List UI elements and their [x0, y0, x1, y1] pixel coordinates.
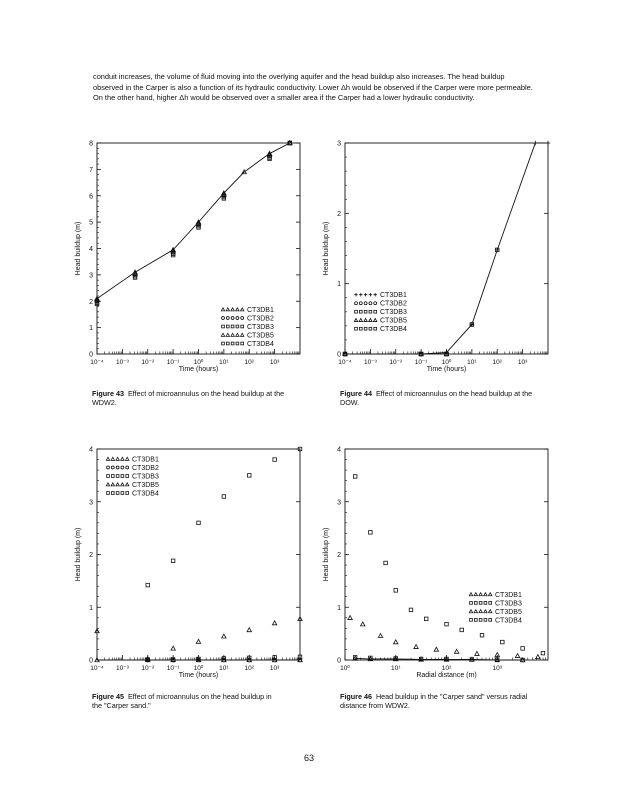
- data-point: [546, 141, 550, 145]
- x-axis-label: Time (hours): [426, 366, 467, 373]
- legend-item: [354, 318, 407, 325]
- legend-marker: [226, 317, 229, 320]
- legend-item: [106, 457, 159, 464]
- legend-marker: [236, 308, 239, 311]
- legend-marker: [236, 342, 239, 345]
- caption-text: Effect of microannulus on the head buildup in the "Carper sand.": [92, 692, 272, 711]
- y-tick-label: 4: [89, 246, 93, 253]
- data-point: [378, 634, 382, 638]
- x-tick-label: 10¹: [219, 359, 229, 366]
- legend: [221, 307, 274, 348]
- legend-label: CT3DB5: [132, 482, 159, 489]
- legend-label: CT3DB3: [380, 309, 407, 317]
- legend-marker: [111, 483, 114, 486]
- legend-label: CT3DB5: [495, 608, 522, 616]
- caption-label: Figure 45: [92, 692, 124, 701]
- legend-marker: [231, 317, 234, 320]
- data-point: [480, 633, 484, 637]
- plot-frame: [345, 143, 548, 354]
- x-tick-label: 10⁻¹: [166, 665, 180, 672]
- data-point: [501, 640, 505, 644]
- legend-marker: [111, 492, 114, 495]
- x-tick-label: 10⁻²: [141, 665, 155, 672]
- series-ct3db5: [95, 141, 292, 302]
- legend-marker: [369, 319, 372, 322]
- legend-item: [354, 292, 407, 299]
- data-point: [196, 639, 200, 643]
- data-point: [369, 531, 373, 535]
- legend-marker: [374, 327, 377, 330]
- data-point: [361, 622, 365, 626]
- x-tick-label: 10⁻³: [115, 359, 129, 366]
- x-tick-label: 10⁰: [340, 665, 350, 672]
- series-ct3db4: [353, 475, 544, 655]
- series-ct3db1: [343, 141, 550, 356]
- x-tick-label: 10³: [269, 665, 280, 672]
- x-axis-label: Radial distance (m): [416, 672, 477, 679]
- legend-marker: [121, 492, 124, 495]
- y-tick-label: 4: [89, 446, 93, 454]
- data-point: [521, 647, 525, 651]
- legend-marker: [126, 466, 129, 469]
- chart-fig45: [70, 441, 320, 686]
- intro-paragraph: conduit increases, the volume of fluid moving into the overlying aquifer and the head buildup also increases. The head buildup observed in the Carper is also a function of its hydraulic conductivity. Lower Δh would be observed if the Carper were more permeable. On the other hand, higher Δh would be observed over a smaller area if the Carper had a lower hydraulic conductivity.: [93, 72, 533, 103]
- x-tick-label: 10⁻¹: [414, 359, 428, 366]
- legend-marker: [121, 475, 124, 478]
- legend-marker: [241, 333, 244, 336]
- caption-label: Figure 44: [340, 389, 372, 398]
- legend-marker: [489, 602, 492, 605]
- legend-marker: [359, 319, 362, 322]
- legend-marker: [226, 342, 229, 345]
- y-tick-label: 3: [89, 272, 93, 280]
- data-point: [348, 616, 352, 620]
- x-tick-label: 10¹: [219, 665, 229, 672]
- legend: [354, 292, 407, 333]
- x-tick-label: 10²: [244, 359, 254, 366]
- x-tick-label: 10⁻⁴: [90, 359, 104, 366]
- y-tick-label: 2: [89, 552, 93, 559]
- y-axis-label: Head buildup (m): [75, 221, 82, 276]
- x-tick-label: 10⁰: [441, 359, 452, 366]
- legend-marker: [116, 475, 119, 478]
- series-ct3db4: [146, 447, 302, 587]
- legend-marker: [121, 483, 124, 486]
- legend-marker: [354, 293, 357, 296]
- y-tick-label: 2: [89, 298, 93, 306]
- y-axis-label: Head buildup (m): [323, 527, 330, 582]
- data-point: [533, 141, 537, 145]
- caption-label: Figure 43: [92, 389, 124, 398]
- legend-marker: [221, 308, 224, 311]
- legend-item: [355, 326, 407, 333]
- legend-marker: [106, 457, 109, 460]
- legend-label: CT3DB3: [132, 473, 159, 481]
- legend-marker: [479, 619, 482, 622]
- y-axis-label: Head buildup (m): [75, 527, 82, 582]
- legend-marker: [231, 342, 234, 345]
- x-tick-label: 10⁻³: [363, 359, 377, 366]
- data-point: [247, 474, 251, 478]
- legend-marker: [364, 327, 367, 330]
- y-tick-label: 5: [89, 219, 93, 227]
- data-point: [171, 559, 175, 563]
- legend-marker: [369, 310, 372, 313]
- legend-marker: [484, 619, 487, 622]
- legend-label: CT3DB2: [132, 465, 159, 472]
- x-tick-label: 10⁻⁴: [90, 665, 104, 672]
- legend-marker: [226, 308, 229, 311]
- legend-marker: [107, 466, 110, 469]
- caption-label: Figure 46: [340, 692, 372, 701]
- caption-fig46: [340, 692, 555, 711]
- legend-marker: [374, 293, 377, 296]
- legend-item: [355, 309, 407, 316]
- legend: [469, 592, 522, 625]
- y-tick-label: 2: [337, 210, 341, 218]
- legend-marker: [222, 325, 225, 328]
- legend-label: CT3DB1: [495, 591, 522, 599]
- y-tick-label: 1: [89, 604, 93, 612]
- x-tick-label: 10¹: [391, 665, 401, 672]
- legend-label: CT3DB4: [495, 617, 522, 625]
- legend-label: CT3DB1: [380, 292, 407, 300]
- legend-marker: [489, 593, 492, 596]
- series-ct3db4: [95, 141, 291, 305]
- data-point: [222, 495, 226, 499]
- legend-label: CT3DB5: [380, 317, 407, 325]
- legend-marker: [126, 492, 129, 495]
- data-point: [272, 621, 276, 625]
- y-tick-label: 3: [337, 140, 341, 148]
- page-number: 63: [303, 753, 314, 763]
- data-point: [475, 651, 479, 655]
- legend-marker: [374, 319, 377, 322]
- legend-marker: [121, 466, 124, 469]
- legend-marker: [126, 475, 129, 478]
- chart-fig44: [318, 135, 568, 380]
- legend-marker: [469, 593, 472, 596]
- legend-marker: [364, 319, 367, 322]
- legend-marker: [479, 593, 482, 596]
- legend-marker: [226, 333, 229, 336]
- legend-item: [222, 324, 274, 331]
- y-tick-label: 2: [337, 552, 341, 559]
- data-point: [171, 646, 175, 650]
- legend-marker: [241, 325, 244, 328]
- legend-label: CT3DB1: [247, 307, 274, 314]
- x-tick-label: 10⁻³: [115, 665, 129, 672]
- data-point: [247, 628, 251, 632]
- legend-marker: [364, 310, 367, 313]
- legend-marker: [116, 457, 119, 460]
- legend-item: [470, 600, 522, 607]
- legend-item: [469, 592, 522, 599]
- x-tick-label: 10³: [517, 359, 528, 366]
- legend-marker: [111, 475, 114, 478]
- x-tick-label: 10²: [492, 359, 502, 366]
- data-point: [536, 655, 540, 659]
- data-point: [273, 458, 277, 462]
- legend-marker: [374, 310, 377, 313]
- legend-marker: [479, 602, 482, 605]
- legend-marker: [236, 317, 239, 320]
- x-tick-label: 10²: [441, 665, 452, 672]
- legend-label: CT3DB3: [495, 600, 522, 608]
- series-ct3db2: [343, 323, 474, 356]
- y-tick-label: 1: [337, 604, 341, 612]
- legend-item: [222, 341, 274, 348]
- legend-marker: [489, 610, 492, 613]
- data-point: [222, 634, 226, 638]
- y-tick-label: 0: [337, 351, 341, 359]
- legend-marker: [374, 302, 377, 305]
- legend-marker: [121, 457, 124, 460]
- legend-marker: [221, 333, 224, 336]
- legend-marker: [116, 466, 119, 469]
- legend-marker: [369, 302, 372, 305]
- legend-marker: [111, 457, 114, 460]
- caption-text: Effect of microannulus on the head buildup at the DOW.: [340, 389, 533, 408]
- legend-marker: [359, 310, 362, 313]
- y-tick-label: 0: [89, 657, 93, 665]
- legend-marker: [222, 317, 225, 320]
- x-tick-label: 10³: [269, 359, 280, 366]
- plot-frame: [345, 449, 548, 660]
- data-point: [445, 622, 449, 626]
- legend-marker: [364, 302, 367, 305]
- legend-label: CT3DB4: [380, 326, 407, 334]
- legend-item: [221, 333, 274, 340]
- legend-marker: [126, 483, 129, 486]
- data-point: [454, 649, 458, 653]
- legend-marker: [231, 333, 234, 336]
- legend-item: [222, 316, 274, 323]
- legend-marker: [116, 492, 119, 495]
- x-tick-label: 10²: [244, 665, 254, 672]
- y-tick-label: 7: [89, 166, 93, 174]
- caption-fig44: [340, 389, 540, 408]
- legend-marker: [369, 293, 372, 296]
- legend-marker: [231, 325, 234, 328]
- legend-marker: [470, 619, 473, 622]
- legend-label: CT3DB2: [247, 315, 274, 323]
- legend-label: CT3DB2: [380, 300, 407, 308]
- x-tick-label: 10⁻⁴: [338, 359, 352, 366]
- legend-item: [107, 474, 159, 481]
- legend-marker: [111, 466, 114, 469]
- legend-marker: [107, 475, 110, 478]
- legend-item: [107, 491, 159, 498]
- x-tick-label: 10¹: [467, 359, 477, 366]
- legend-marker: [222, 342, 225, 345]
- x-tick-label: 10⁰: [193, 665, 204, 672]
- legend-marker: [236, 325, 239, 328]
- legend-marker: [484, 593, 487, 596]
- data-point: [424, 617, 428, 621]
- legend-marker: [469, 610, 472, 613]
- data-point: [409, 608, 413, 612]
- legend-item: [221, 307, 274, 314]
- y-tick-label: 1: [337, 281, 341, 289]
- y-tick-label: 6: [89, 193, 93, 201]
- data-point: [515, 654, 519, 658]
- data-point: [434, 647, 438, 651]
- data-point: [146, 583, 150, 587]
- y-tick-label: 0: [89, 351, 93, 359]
- legend-item: [469, 609, 522, 616]
- legend-marker: [226, 325, 229, 328]
- legend-marker: [355, 327, 358, 330]
- legend: [106, 457, 159, 498]
- x-tick-label: 10⁻¹: [166, 359, 180, 366]
- caption-fig45: [92, 692, 282, 711]
- x-tick-label: 10⁻²: [389, 359, 403, 366]
- legend-item: [107, 465, 159, 472]
- caption-fig43: [92, 389, 292, 408]
- legend-marker: [354, 319, 357, 322]
- caption-text: Head buildup in the "Carper sand" versus radial distance from WDW2.: [340, 692, 528, 711]
- plot-frame: [97, 449, 300, 660]
- legend-label: CT3DB4: [132, 490, 159, 498]
- legend-marker: [364, 293, 367, 296]
- legend-marker: [241, 342, 244, 345]
- legend-marker: [107, 492, 110, 495]
- legend-item: [106, 482, 159, 489]
- legend-marker: [474, 619, 477, 622]
- y-tick-label: 4: [337, 446, 341, 454]
- x-tick-label: 10³: [492, 665, 502, 672]
- x-tick-label: 10⁻²: [141, 359, 155, 366]
- series-ct3db5: [95, 617, 302, 661]
- data-point: [394, 589, 398, 593]
- legend-marker: [241, 317, 244, 320]
- legend-item: [355, 301, 407, 308]
- data-point: [541, 651, 545, 655]
- series-line: [345, 143, 548, 354]
- data-point: [197, 521, 201, 525]
- x-axis-label: Time (hours): [178, 366, 219, 373]
- legend-marker: [236, 333, 239, 336]
- data-point: [414, 645, 418, 649]
- legend-marker: [479, 610, 482, 613]
- legend-marker: [369, 327, 372, 330]
- legend-marker: [231, 308, 234, 311]
- y-tick-label: 3: [337, 499, 341, 507]
- chart-fig46: [318, 441, 568, 686]
- series-ct3db2: [95, 141, 292, 303]
- legend-label: CT3DB4: [247, 341, 274, 348]
- legend-label: CT3DB5: [247, 332, 274, 340]
- legend-marker: [355, 302, 358, 305]
- legend-marker: [126, 457, 129, 460]
- legend-label: CT3DB3: [247, 324, 274, 331]
- legend-marker: [106, 483, 109, 486]
- legend-marker: [241, 308, 244, 311]
- x-tick-label: 10⁰: [193, 359, 204, 366]
- legend-marker: [116, 483, 119, 486]
- data-point: [384, 561, 388, 565]
- legend-item: [470, 617, 522, 624]
- legend-marker: [474, 593, 477, 596]
- series-line: [97, 143, 290, 299]
- legend-marker: [359, 293, 362, 296]
- chart-fig43: [70, 135, 320, 380]
- y-axis-label: Head buildup (m): [323, 221, 330, 276]
- data-point: [353, 475, 357, 479]
- legend-label: CT3DB1: [132, 456, 159, 464]
- series-ct3db1: [95, 141, 292, 301]
- data-point: [460, 628, 464, 632]
- legend-marker: [359, 327, 362, 330]
- y-tick-label: 8: [89, 140, 93, 148]
- legend-marker: [359, 302, 362, 305]
- legend-marker: [484, 602, 487, 605]
- legend-marker: [474, 602, 477, 605]
- legend-marker: [355, 310, 358, 313]
- legend-marker: [470, 602, 473, 605]
- y-tick-label: 1: [89, 325, 93, 333]
- legend-marker: [484, 610, 487, 613]
- x-axis-label: Time (hours): [178, 672, 219, 679]
- legend-marker: [489, 619, 492, 622]
- y-tick-label: 0: [337, 657, 341, 665]
- caption-text: Effect of microannulus on the head buildup at the WDW2.: [92, 389, 285, 408]
- y-tick-label: 3: [89, 499, 93, 507]
- data-point: [394, 640, 398, 644]
- legend-marker: [474, 610, 477, 613]
